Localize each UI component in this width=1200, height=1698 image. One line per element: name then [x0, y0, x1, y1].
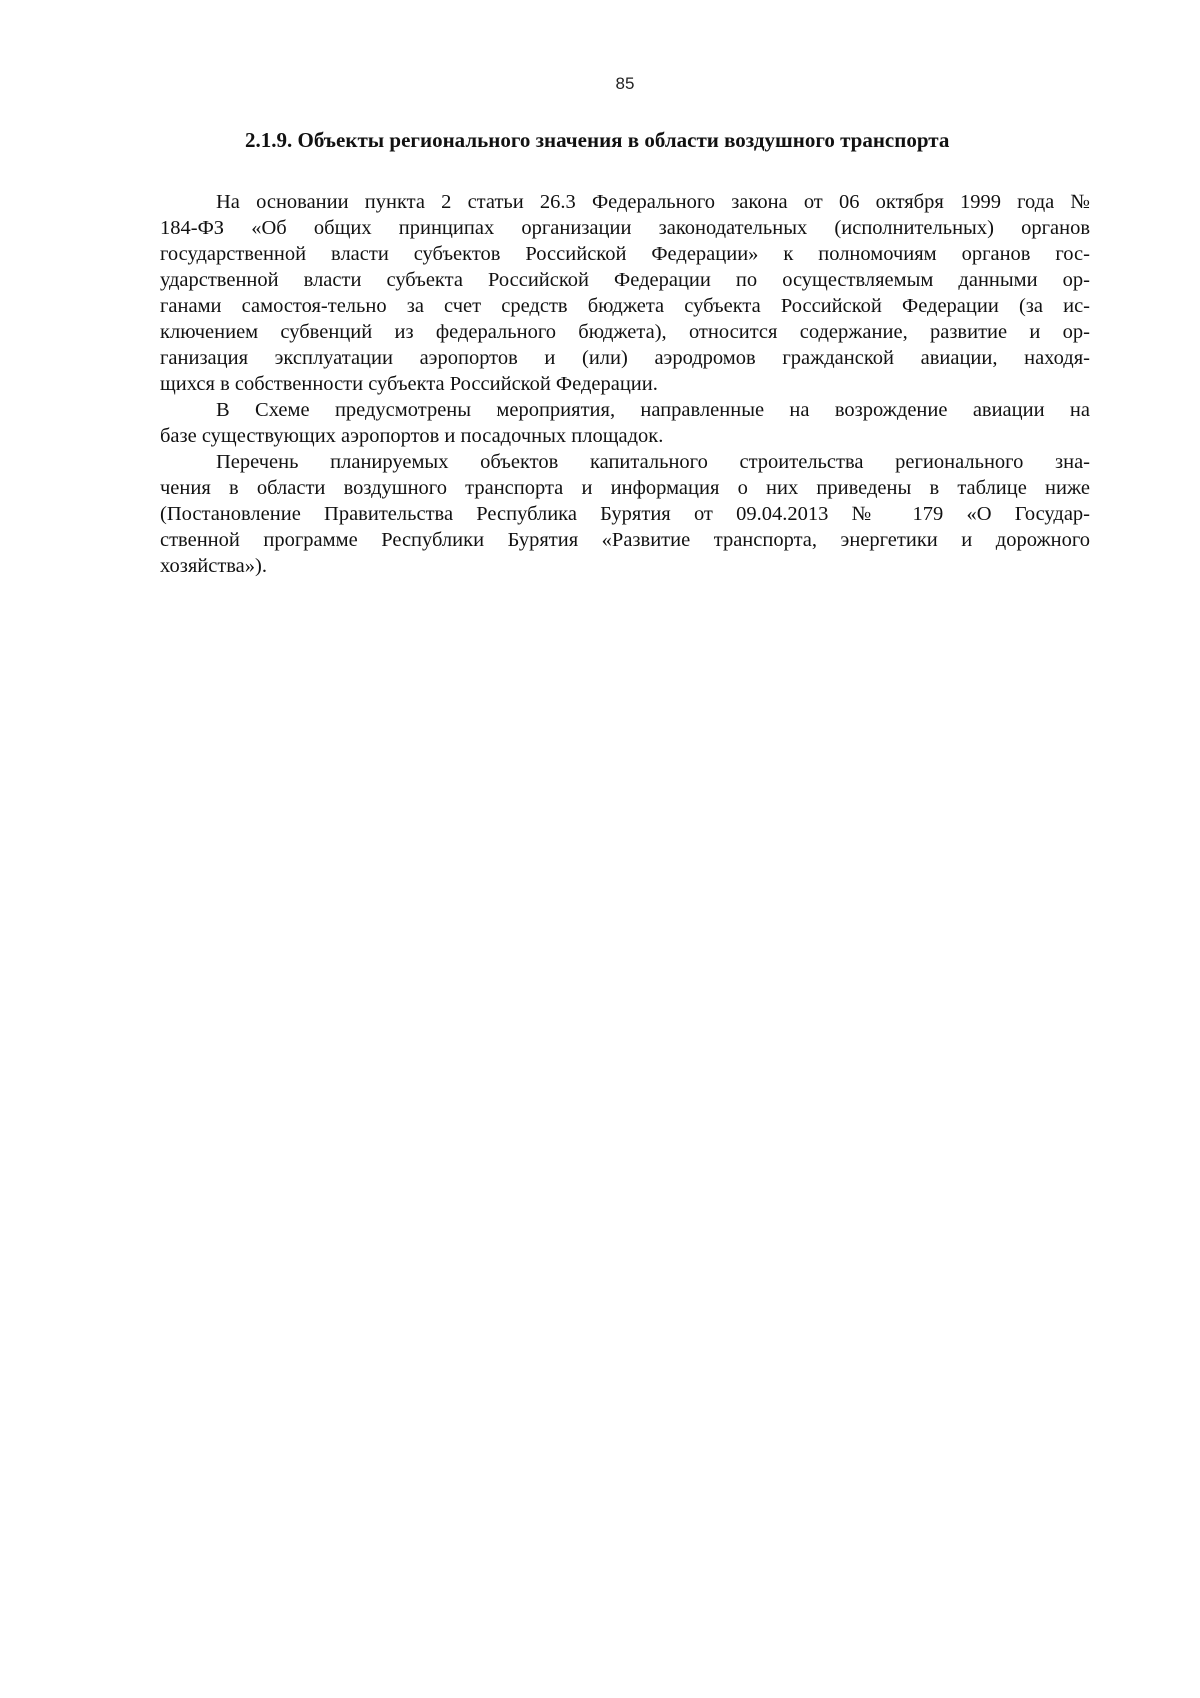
body-text	[160, 189, 1090, 579]
text-line: Перечень планируемых объектов капитального строительства регионального зна-	[216, 451, 1090, 473]
text-line: государственной власти субъектов Российской Федерации» к полномочиям органов гос-	[160, 243, 1090, 265]
text-line: ударственной власти субъекта Российской Федерации по осуществляемым данными ор-	[160, 269, 1090, 291]
text-line: хозяйства»).	[160, 555, 267, 577]
paragraph-1	[160, 189, 1090, 397]
text-line: щихся в собственности субъекта Российской Федерации.	[160, 373, 658, 395]
text-line: ганизация эксплуатации аэропортов и (или) аэродромов гражданской авиации, находя-	[160, 347, 1090, 369]
text-line: чения в области воздушного транспорта и информация о них приведены в таблице ниже	[160, 477, 1090, 499]
text-line: базе существующих аэропортов и посадочных площадок.	[160, 425, 664, 447]
text-line: На основании пункта 2 статьи 26.3 Федерального закона от 06 октября 1999 года №	[216, 191, 1090, 213]
text-line: ключением субвенций из федерального бюджета), относится содержание, развитие и ор-	[160, 321, 1090, 343]
page-number: 85	[615, 74, 635, 93]
text-line: ганами самостоя-тельно за счет средств бюджета субъекта Российской Федерации (за ис-	[160, 295, 1090, 317]
text-line: 184-ФЗ «Об общих принципах организации законодательных (исполнительных) органов	[160, 217, 1090, 239]
section-heading: 2.1.9. Объекты регионального значения в области воздушного транспорта	[245, 128, 950, 152]
paragraph-3	[160, 449, 1090, 579]
text-line: (Постановление Правительства Республика Бурятия от 09.04.2013 № 179 «О Государ-	[160, 503, 1090, 525]
paragraph-2	[160, 397, 1090, 449]
text-line: ственной программе Республики Бурятия «Развитие транспорта, энергетики и дорожного	[160, 529, 1090, 551]
text-line: В Схеме предусмотрены мероприятия, направленные на возрождение авиации на	[216, 399, 1090, 421]
